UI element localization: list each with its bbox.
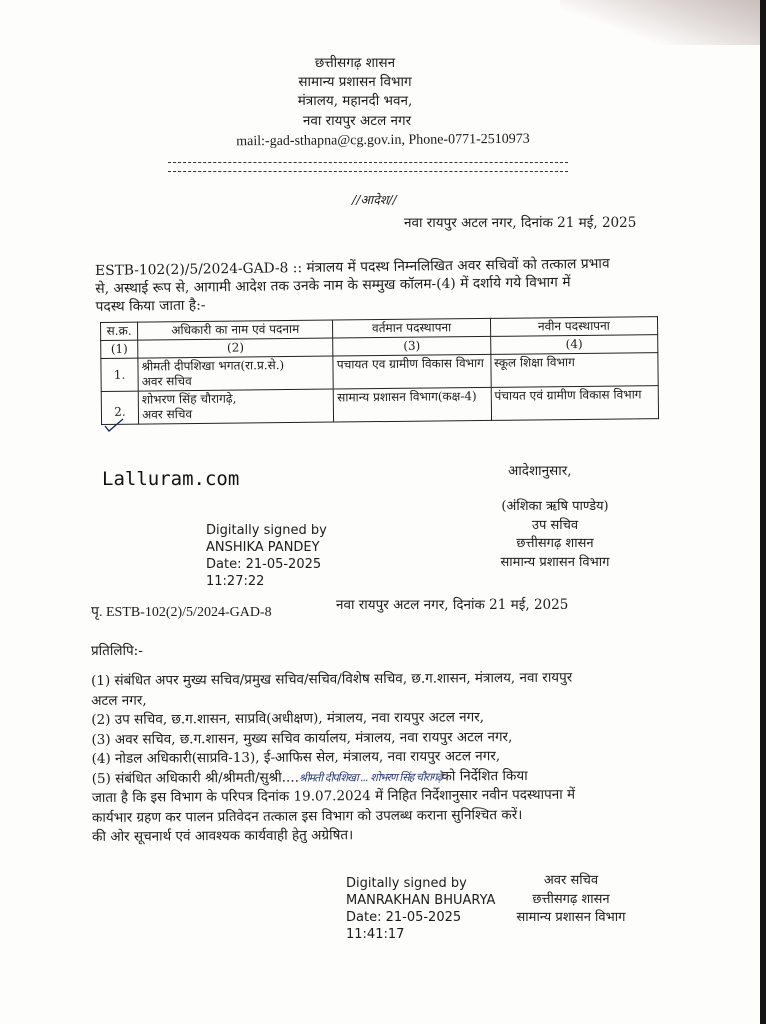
digital-signature-2 bbox=[346, 875, 495, 943]
page-edge bbox=[760, 0, 766, 1024]
cell-name bbox=[138, 389, 334, 424]
cell-name bbox=[138, 356, 334, 391]
digital-signature-line: 11:27:22 bbox=[206, 574, 265, 589]
signatory-1 bbox=[460, 498, 650, 572]
signatory-department: सामान्य प्रशासन विभाग bbox=[500, 554, 610, 570]
cell-current: पचायत एव ग्रामीण विकास विभाग bbox=[333, 354, 491, 389]
order-title: //आदेश// bbox=[352, 192, 397, 207]
copy-item: (3) अवर सचिव, छ.ग.शासन, मुख्य सचिव कार्यालय, मंत्रालय, नवा रायपुर अटल नगर, bbox=[91, 728, 513, 748]
colnum: (2) bbox=[138, 338, 334, 358]
digital-signature-line: Date: 21-05-2025 bbox=[206, 557, 322, 572]
signatory-name: (अंशिका ऋषि पाण्डेय) bbox=[501, 499, 609, 514]
letterhead-department: सामान्य प्रशासन विभाग bbox=[298, 74, 412, 90]
letterhead-government: छत्तीसगढ़ शासन bbox=[314, 55, 396, 71]
cell-sno: 2. bbox=[101, 391, 138, 424]
order-body-line: पदस्थ किया जाता है:- bbox=[95, 297, 206, 315]
signatory-government: छत्तीसगढ़ शासन bbox=[532, 891, 610, 907]
cell-new: स्कूल शिक्षा विभाग bbox=[491, 353, 659, 388]
signatory-2 bbox=[486, 872, 656, 928]
order-body-line: से, अस्थाई रूप से, आगामी आदेश तक उनके नाम के सम्मुख कॉलम-(4) में दर्शाये गये विभाग में bbox=[95, 274, 571, 297]
by-order-label: आदेशानुसार, bbox=[508, 463, 572, 479]
digital-signature-line: ANSHIKA PANDEY bbox=[206, 540, 320, 555]
digital-signature-line: Date: 21-05-2025 bbox=[346, 910, 462, 925]
digital-signature-1 bbox=[206, 522, 327, 590]
digital-signature-line: 11:41:17 bbox=[346, 927, 405, 942]
header-new: नवीन पदस्थापना bbox=[490, 317, 657, 337]
copy-item-5-suffix: को निर्देशित किया bbox=[441, 767, 528, 785]
handwritten-names: श्रीमती दीपशिखा ... शोभरण सिंह चौरागढ़े bbox=[298, 770, 442, 785]
officer-name: श्रीमती दीपशिखा भगत(रा.प्र.से.) bbox=[141, 358, 285, 374]
copy-item: (4) नोडल अधिकारी(साप्रवि-13), ई-आफिस सेल, मंत्रालय, नवा रायपुर अटल नगर, bbox=[91, 748, 501, 767]
cell-current: सामान्य प्रशासन विभाग(कक्ष-4) bbox=[334, 387, 492, 422]
letterhead-divider bbox=[168, 162, 568, 163]
order-place-date: नवा रायपुर अटल नगर, दिनांक 21 मई, 2025 bbox=[404, 215, 637, 231]
endorsement-place-date: नवा रायपुर अटल नगर, दिनांक 21 मई, 2025 bbox=[336, 597, 569, 613]
copy-item-5-prefix: (5) संबंधित अधिकारी श्री/श्रीमती/सुश्री.... bbox=[91, 769, 299, 787]
posting-table bbox=[100, 316, 659, 425]
letterhead-divider-2 bbox=[168, 171, 568, 172]
copy-list bbox=[91, 669, 575, 848]
officer-name: शोभरण सिंह चौरागढ़े, bbox=[141, 391, 237, 407]
table-row bbox=[101, 386, 658, 425]
copy-item-5-cont: जाता है कि इस विभाग के परिपत्र दिनांक 19.07.2024 में निहित निर्देशानुसार नवीन पदस्थापना में bbox=[91, 786, 576, 806]
colnum: (1) bbox=[101, 340, 138, 358]
order-body-line: ESTB-102(2)/5/2024-GAD-8 :: मंत्रालय में पदस्थ निम्नलिखित अवर सचिवों को तत्काल प्रभाव bbox=[95, 255, 610, 279]
letterhead-building: मंत्रालय, महानदी भवन, bbox=[297, 93, 413, 109]
endorsement-ref: पृ. ESTB-102(2)/5/2024-GAD-8 bbox=[91, 605, 272, 620]
copy-item: (2) उप सचिव, छ.ग.शासन, साप्रवि(अधीक्षण), मंत्रालय, नवा रायपुर अटल नगर, bbox=[91, 709, 485, 728]
watermark-lalluram: Lalluram.com bbox=[102, 468, 240, 490]
colnum: (3) bbox=[333, 336, 490, 356]
cell-sno: 1. bbox=[101, 358, 138, 391]
officer-designation: अवर सचिव bbox=[141, 407, 193, 422]
signatory-government: छत्तीसगढ़ शासन bbox=[516, 536, 594, 551]
page-corner-shadow bbox=[560, 0, 760, 45]
copy-item-5-cont: कार्यभार ग्रहण कर पालन प्रतिवेदन तत्काल इस विभाग को उपलब्ध कराना सुनिश्चित करें। bbox=[91, 806, 523, 826]
digital-signature-line: MANRAKHAN BHUARYA bbox=[346, 893, 496, 908]
digital-signature-line: Digitally signed by bbox=[346, 876, 467, 891]
header-sno: स.क्र. bbox=[101, 322, 138, 340]
digital-signature-line: Digitally signed by bbox=[206, 523, 327, 538]
colnum: (4) bbox=[490, 335, 657, 355]
copy-item: अटल नगर, bbox=[91, 692, 147, 709]
signatory-designation: उप सचिव bbox=[531, 517, 579, 533]
signatory-designation: अवर सचिव bbox=[543, 873, 599, 888]
checkmark-icon bbox=[104, 418, 124, 432]
copy-item: (1) संबंधित अपर मुख्य सचिव/प्रमुख सचिव/सचिव/विशेष सचिव, छ.ग.शासन, मंत्रालय, नवा रायपुर bbox=[91, 669, 573, 689]
copy-item-5-cont: की ओर सूचनार्थ एवं आवश्यक कार्यवाही हेतु अग्रेषित। bbox=[92, 827, 354, 845]
signatory-department: सामान्य प्रशासन विभाग bbox=[516, 910, 626, 925]
letterhead-city: नवा रायपुर अटल नगर bbox=[302, 113, 412, 129]
order-body bbox=[95, 255, 610, 316]
letterhead-contact: mail:-gad-sthapna@cg.gov.in, Phone-0771-2510973 bbox=[236, 131, 530, 150]
officer-designation: अवर सचिव bbox=[141, 374, 192, 389]
header-name: अधिकारी का नाम एवं पदनाम bbox=[138, 320, 334, 340]
copy-label: प्रतिलिपि:- bbox=[91, 643, 143, 659]
cell-new: पंचायत एवं ग्रामीण विकास विभाग bbox=[491, 386, 659, 421]
header-current: वर्तमान पदस्थापना bbox=[333, 318, 490, 338]
